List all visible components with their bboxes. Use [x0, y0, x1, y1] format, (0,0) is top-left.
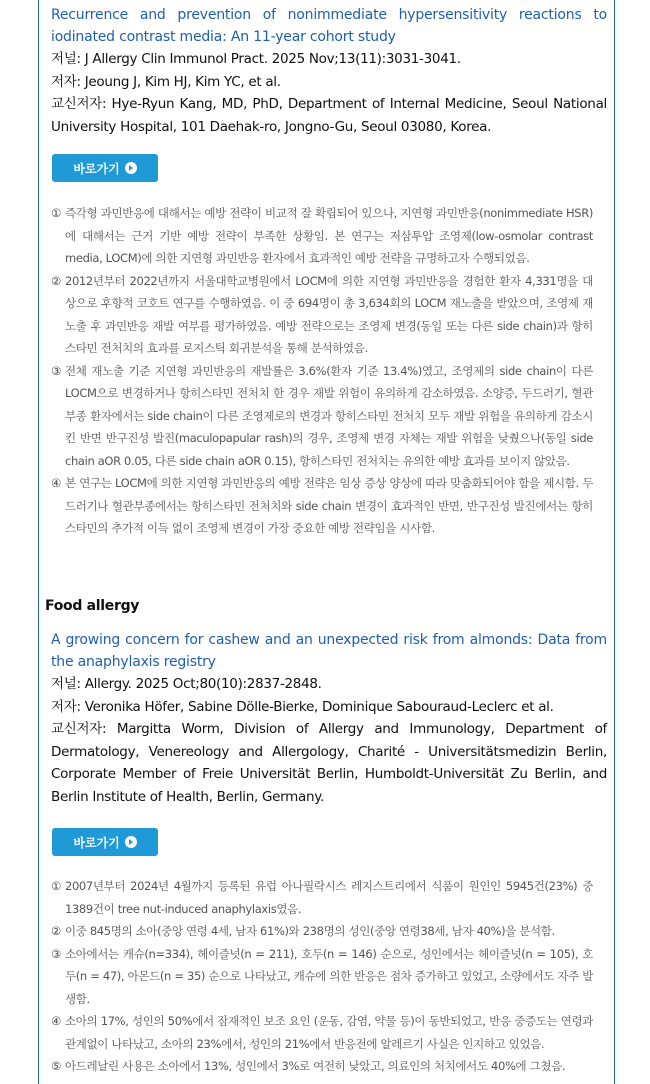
item-number: ③	[51, 946, 61, 961]
list-item	[51, 1010, 593, 1055]
journal-value: Allergy. 2025 Oct;80(10):2837-2848.	[84, 676, 322, 692]
article-2-authors	[51, 696, 607, 719]
item-text: 아드레날린 사용은 소아에서 13%, 성인에서 3%로 여전히 낮았고, 의료인의 처치에서도 40%에 그쳤음.	[65, 1059, 566, 1073]
corresponding-value: Margitta Worm, Division of Allergy and Immunology, Department of Dermatology, Venereology and Allergology, Charité - Universitätsmedizin Berlin, Corporate Member of Freie Universität Berlin, Humboldt-Universität Zu Berlin, and Berlin Institute of Health, Berlin, Germany.	[51, 721, 607, 805]
article-1-journal	[51, 48, 607, 71]
item-number: ①	[51, 206, 61, 220]
corresponding-value: Hye-Ryun Kang, MD, PhD, Department of Internal Medicine, Seoul National University Hospital, 101 Daehak-ro, Jongno-Gu, Seoul 03080, Korea.	[51, 96, 607, 135]
item-text: 본 연구는 LOCM에 의한 지연형 과민반응의 예방 전략은 임상 증상 양상에 따라 맞춤화되어야 함을 제시함. 두드러기나 혈관부종에서는 항히스타민 전처치와 side chain 변경이 효과적인 반면, 반구진성 발진에서는 항히스타민의 추가적 이득 없이 조영제 변경이 가장 중요한 예방 전략임을 시사함.	[65, 476, 593, 535]
section-heading: Food allergy	[45, 598, 140, 614]
article-1-go-button[interactable]	[52, 154, 158, 182]
authors-label: 저자:	[51, 698, 81, 715]
arrow-right-circle-icon	[125, 836, 137, 848]
item-text: 즉각형 과민반응에 대해서는 예방 전략이 비교적 잘 확립되어 있으나, 지연형 과민반응(nonimmediate HSR)에 대해서는 근거 기반 예방 전략이 부족한 상황임. 본 연구는 저삼투압 조영제(low-osmolar contrast media, LOCM)에 의한 지연형 과민반응 환자에서 효과적인 예방 전략을 규명하고자 수행되었음.	[65, 206, 593, 265]
list-item	[51, 875, 593, 920]
list-item	[51, 920, 593, 943]
item-text: 2012년부터 2022년까지 서울대학교병원에서 LOCM에 의한 지연형 과민반응을 경험한 환자 4,331명을 대상으로 후향적 코호트 연구를 수행하였음. 이 중 694명이 총 3,634회의 LOCM 재노출을 받았으며, 조영제 재노출 후 과민반응 재발 여부를 평가하였음. 예방 전략으로는 조영제 변경(동일 또는 다른 side chain)과 항히스타민 전처치의 효과를 로지스틱 회귀분석을 통해 분석하였음.	[65, 273, 593, 355]
article-2-corresponding	[51, 718, 607, 808]
article-1-title[interactable]: Recurrence and prevention of nonimmediate hypersensitivity reactions to iodinated contrast media: An 11-year cohort study	[51, 7, 607, 45]
list-item	[51, 943, 593, 1011]
authors-value: Veronika Höfer, Sabine Dölle-Bierke, Dominique Sabouraud-Leclerc et al.	[84, 698, 554, 715]
article-2-title[interactable]: A growing concern for cashew and an unexpected risk from almonds: Data from the anaphylaxis registry	[51, 632, 607, 670]
item-number: ④	[51, 476, 61, 490]
arrow-right-circle-icon	[125, 162, 137, 174]
item-text: 이중 845명의 소아(중앙 연령 4세, 남자 61%)와 238명의 성인(중앙 연령38세, 남자 40%)을 분석함.	[65, 924, 555, 938]
article-2-go-button[interactable]	[52, 828, 158, 856]
corresponding-label: 교신저자:	[51, 96, 107, 112]
item-text: 소아의 17%, 성인의 50%에서 잠재적인 보조 요인 (운동, 감염, 약물 등)이 동반되었고, 반응 중증도는 연령과 관계없이 나타났고, 소아의 23%에서, 성인의 21%에서 반응전에 알레르기 사실은 인지하고 있었음.	[65, 1014, 593, 1051]
item-number: ①	[51, 879, 61, 893]
article-2-summary-list	[51, 875, 593, 1078]
go-button-label: 바로가기	[73, 161, 120, 176]
item-text: 2007년부터 2024년 4월까지 등록된 유럽 아나필락시스 레지스트리에서 식품이 원인인 5945건(23%) 중 1389건이 tree nut-induced anaphylaxis였음.	[65, 879, 593, 916]
article-2	[51, 629, 607, 808]
journal-label: 저널:	[51, 51, 81, 67]
item-number: ②	[51, 273, 61, 288]
article-2-journal	[51, 673, 607, 696]
list-item	[51, 1055, 593, 1078]
authors-value: Jeoung J, Kim HJ, Kim YC, et al.	[84, 73, 281, 90]
item-number: ④	[51, 1014, 61, 1028]
item-text: 소아에서는 캐슈(n=334), 헤이즐넛(n = 211), 호두(n = 146) 순으로, 성인에서는 헤이즐넛(n = 105), 호두(n = 47), 아몬드(n = 35) 순으로 나타났고, 캐슈에 의한 반응은 점차 증가하고 있었고, 소량에서도 자주 발생함.	[65, 946, 593, 1006]
article-1	[51, 4, 607, 138]
item-number: ③	[51, 363, 61, 378]
item-number: ②	[51, 924, 61, 938]
corresponding-label: 교신저자:	[51, 721, 107, 737]
article-1-authors	[51, 71, 607, 94]
article-1-corresponding	[51, 93, 607, 138]
journal-label: 저널:	[51, 676, 81, 692]
go-button-label: 바로가기	[73, 835, 120, 850]
item-text: 전체 재노출 기준 지연형 과민반응의 재발률은 3.6%(환자 기준 13.4%)였고, 조영제의 side chain이 다른 LOCM으로 변경하거나 항히스타민 전처치 한 경우 재발 위험이 유의하게 감소하였음. 소양증, 두드러기, 혈관부종 환자에서는 side chain이 다른 조영제로의 변경과 항히스타민 전처치 모두 재발 위험을 유의하게 감소시킨 반면 반구진성 발진(maculopapular rash)의 경우, 조영제 변경 자체는 재발 위험을 낮췄으나(동일 side chain aOR 0.05, 다른 side chain aOR 0.15), 항히스타민 전처치는 유의한 예방 효과를 보이지 않았음.	[65, 363, 593, 468]
article-1-summary-list	[51, 202, 593, 540]
item-number: ⑤	[51, 1059, 61, 1073]
list-item	[51, 472, 593, 540]
list-item	[51, 360, 593, 473]
authors-label: 저자:	[51, 73, 81, 90]
list-item	[51, 202, 593, 270]
list-item	[51, 270, 593, 360]
journal-value: J Allergy Clin Immunol Pract. 2025 Nov;13(11):3031-3041.	[84, 51, 461, 67]
